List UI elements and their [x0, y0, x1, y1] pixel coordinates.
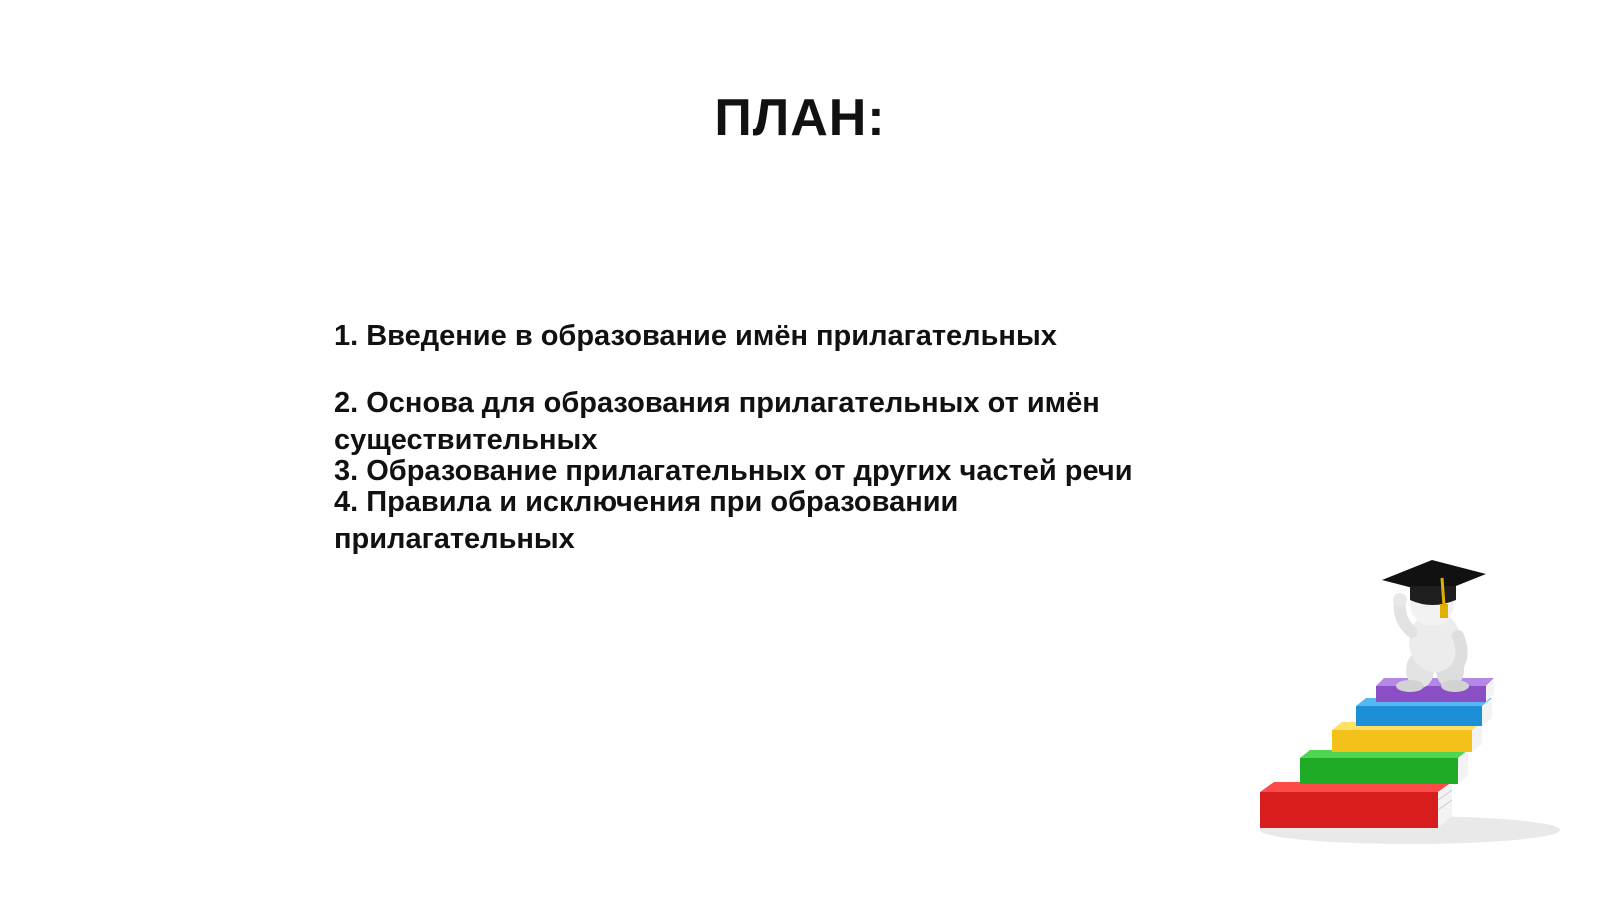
green-book-icon: [1300, 750, 1468, 784]
plan-item-3: 3. Образование прилагательных от других частей речи: [334, 455, 1133, 487]
plan-item-1: 1. Введение в образование имён прилагательных: [334, 320, 1057, 352]
yellow-book-icon: [1332, 722, 1482, 752]
plan-list: [334, 318, 1174, 558]
plan-item-2: 2. Основа для образования прилагательных от имён существительных: [334, 387, 1100, 456]
purple-book-icon: [1376, 678, 1494, 702]
blue-book-icon: [1356, 698, 1492, 726]
plan-item-4: 4. Правила и исключения при образовании прилагательных: [334, 486, 959, 555]
slide-title: ПЛАН:: [714, 89, 886, 147]
graduate-on-book-stack-icon: [1260, 560, 1580, 860]
red-book-icon: [1260, 782, 1452, 828]
